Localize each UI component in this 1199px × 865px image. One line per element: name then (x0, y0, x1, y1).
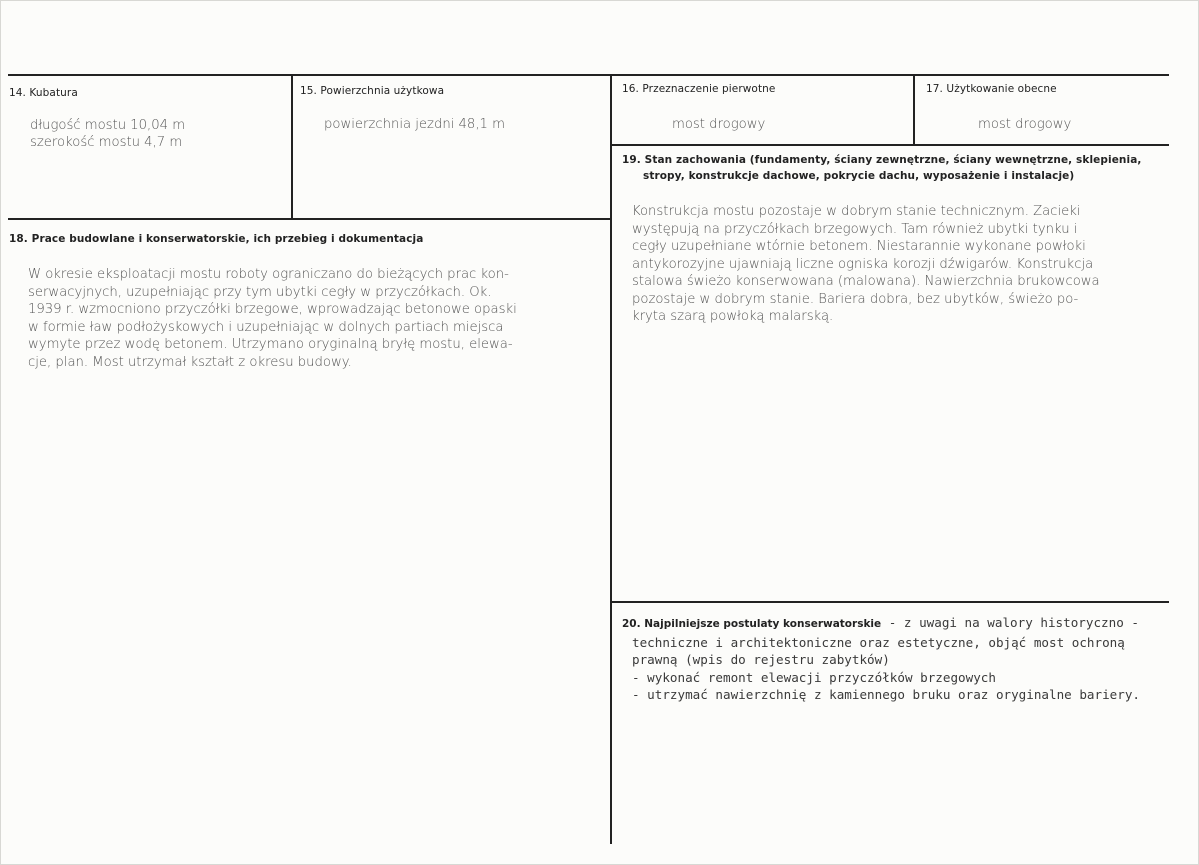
field-18-line-3: 1939 r. wzmocniono przyczółki brzegowe, wprowadzając betonowe opaski (28, 302, 517, 317)
field-19-line-7: kryta szarą powłoką malarską. (632, 309, 834, 324)
rule-above-20 (611, 601, 1169, 603)
field-15-label: 15. Powierzchnia użytkowa (300, 85, 445, 97)
field-17-value: most drogowy (978, 117, 1072, 132)
field-15-value: powierzchnia jezdni 48,1 m (324, 117, 505, 132)
main-divider (610, 74, 612, 844)
field-19-label-line-2 (643, 170, 1074, 182)
field-18-line-2: serwacyjnych, uzupełniając przy tym ubytki cegły w przyczółkach. Ok. (28, 284, 492, 300)
divider-16-17 (913, 74, 915, 145)
top-rule (8, 74, 1169, 76)
field-20 (622, 613, 1182, 704)
field-16-label: 16. Przeznaczenie pierwotne (622, 83, 776, 95)
field-18-line-6: cje, plan. Most utrzymał kształt z okresu budowy. (28, 354, 352, 370)
field-17-label: 17. Użytkowanie obecne (926, 83, 1057, 95)
field-18-line-5: wymyte przez wodę betonem. Utrzymano oryginalną bryłę mostu, elewa- (28, 337, 513, 352)
rule-under-14-15 (8, 218, 612, 220)
field-20-line-4: - wykonać remont elewacji przyczółków brzegowych (632, 669, 996, 685)
field-14-label: 14. Kubatura (9, 87, 78, 99)
field-16-value: most drogowy (672, 117, 766, 132)
field-20-first-line-text: - z uwagi na walory historyczno - (881, 615, 1139, 630)
field-19-line-3: cegły uzupełniane wtórnie betonem. Niestarannie wykonane powłoki (632, 239, 1086, 254)
field-19-line-1: Konstrukcja mostu pozostaje w dobrym stanie technicznym. Zacieki (632, 204, 1081, 219)
field-14-line-2: szerokość mostu 4,7 m (30, 135, 183, 150)
rule-under-17 (611, 144, 1169, 146)
field-20-first-line (622, 613, 1182, 634)
field-20-line-3: prawną (wpis do rejestru zabytków) (632, 652, 890, 667)
field-18-label (9, 233, 423, 245)
field-20-line-5: - utrzymać nawierzchnię z kamiennego bruku oraz oryginalne bariery. (632, 687, 1140, 702)
field-18-label-text: 18. Prace budowlane i konserwatorskie, ich przebieg i dokumentacja (9, 233, 424, 245)
field-18-text (28, 266, 598, 371)
field-19-label-text-1: 19. Stan zachowania (fundamenty, ściany zewnętrzne, ściany wewnętrzne, sklepienia, (622, 154, 1142, 166)
field-18-line-4: w formie ław podłożyskowych i uzupełniając w dolnych partiach miejsca (28, 319, 504, 335)
field-19-label-text-2: stropy, konstrukcje dachowe, pokrycie dachu, wyposażenie i instalacje) (643, 170, 1075, 182)
field-18-line-1: W okresie eksploatacji mostu roboty ograniczano do bieżących prac kon- (28, 267, 509, 282)
field-20-line-2: techniczne i architektoniczne oraz estetyczne, objąć most ochroną (632, 634, 1125, 650)
field-14-line-1: długość mostu 10,04 m (30, 118, 186, 133)
field-19-text (632, 203, 1172, 326)
field-19-line-4: antykorozyjne ujawniają liczne ogniska korozji dźwigarów. Konstrukcja (632, 256, 1094, 272)
field-19-label-line-1 (622, 154, 1141, 166)
field-19-line-2: występują na przyczółkach brzegowych. Tam również ubytki tynku i (632, 221, 1078, 237)
divider-14-15 (291, 74, 293, 219)
field-20-label: 20. Najpilniejsze postulaty konserwatorskie (622, 618, 882, 630)
field-19-line-5: stalowa świeżo konserwowana (malowana). Nawierzchnia brukowcowa (632, 274, 1100, 289)
field-19-line-6: pozostaje w dobrym stanie. Bariera dobra, bez ubytków, świeżo po- (632, 291, 1079, 307)
